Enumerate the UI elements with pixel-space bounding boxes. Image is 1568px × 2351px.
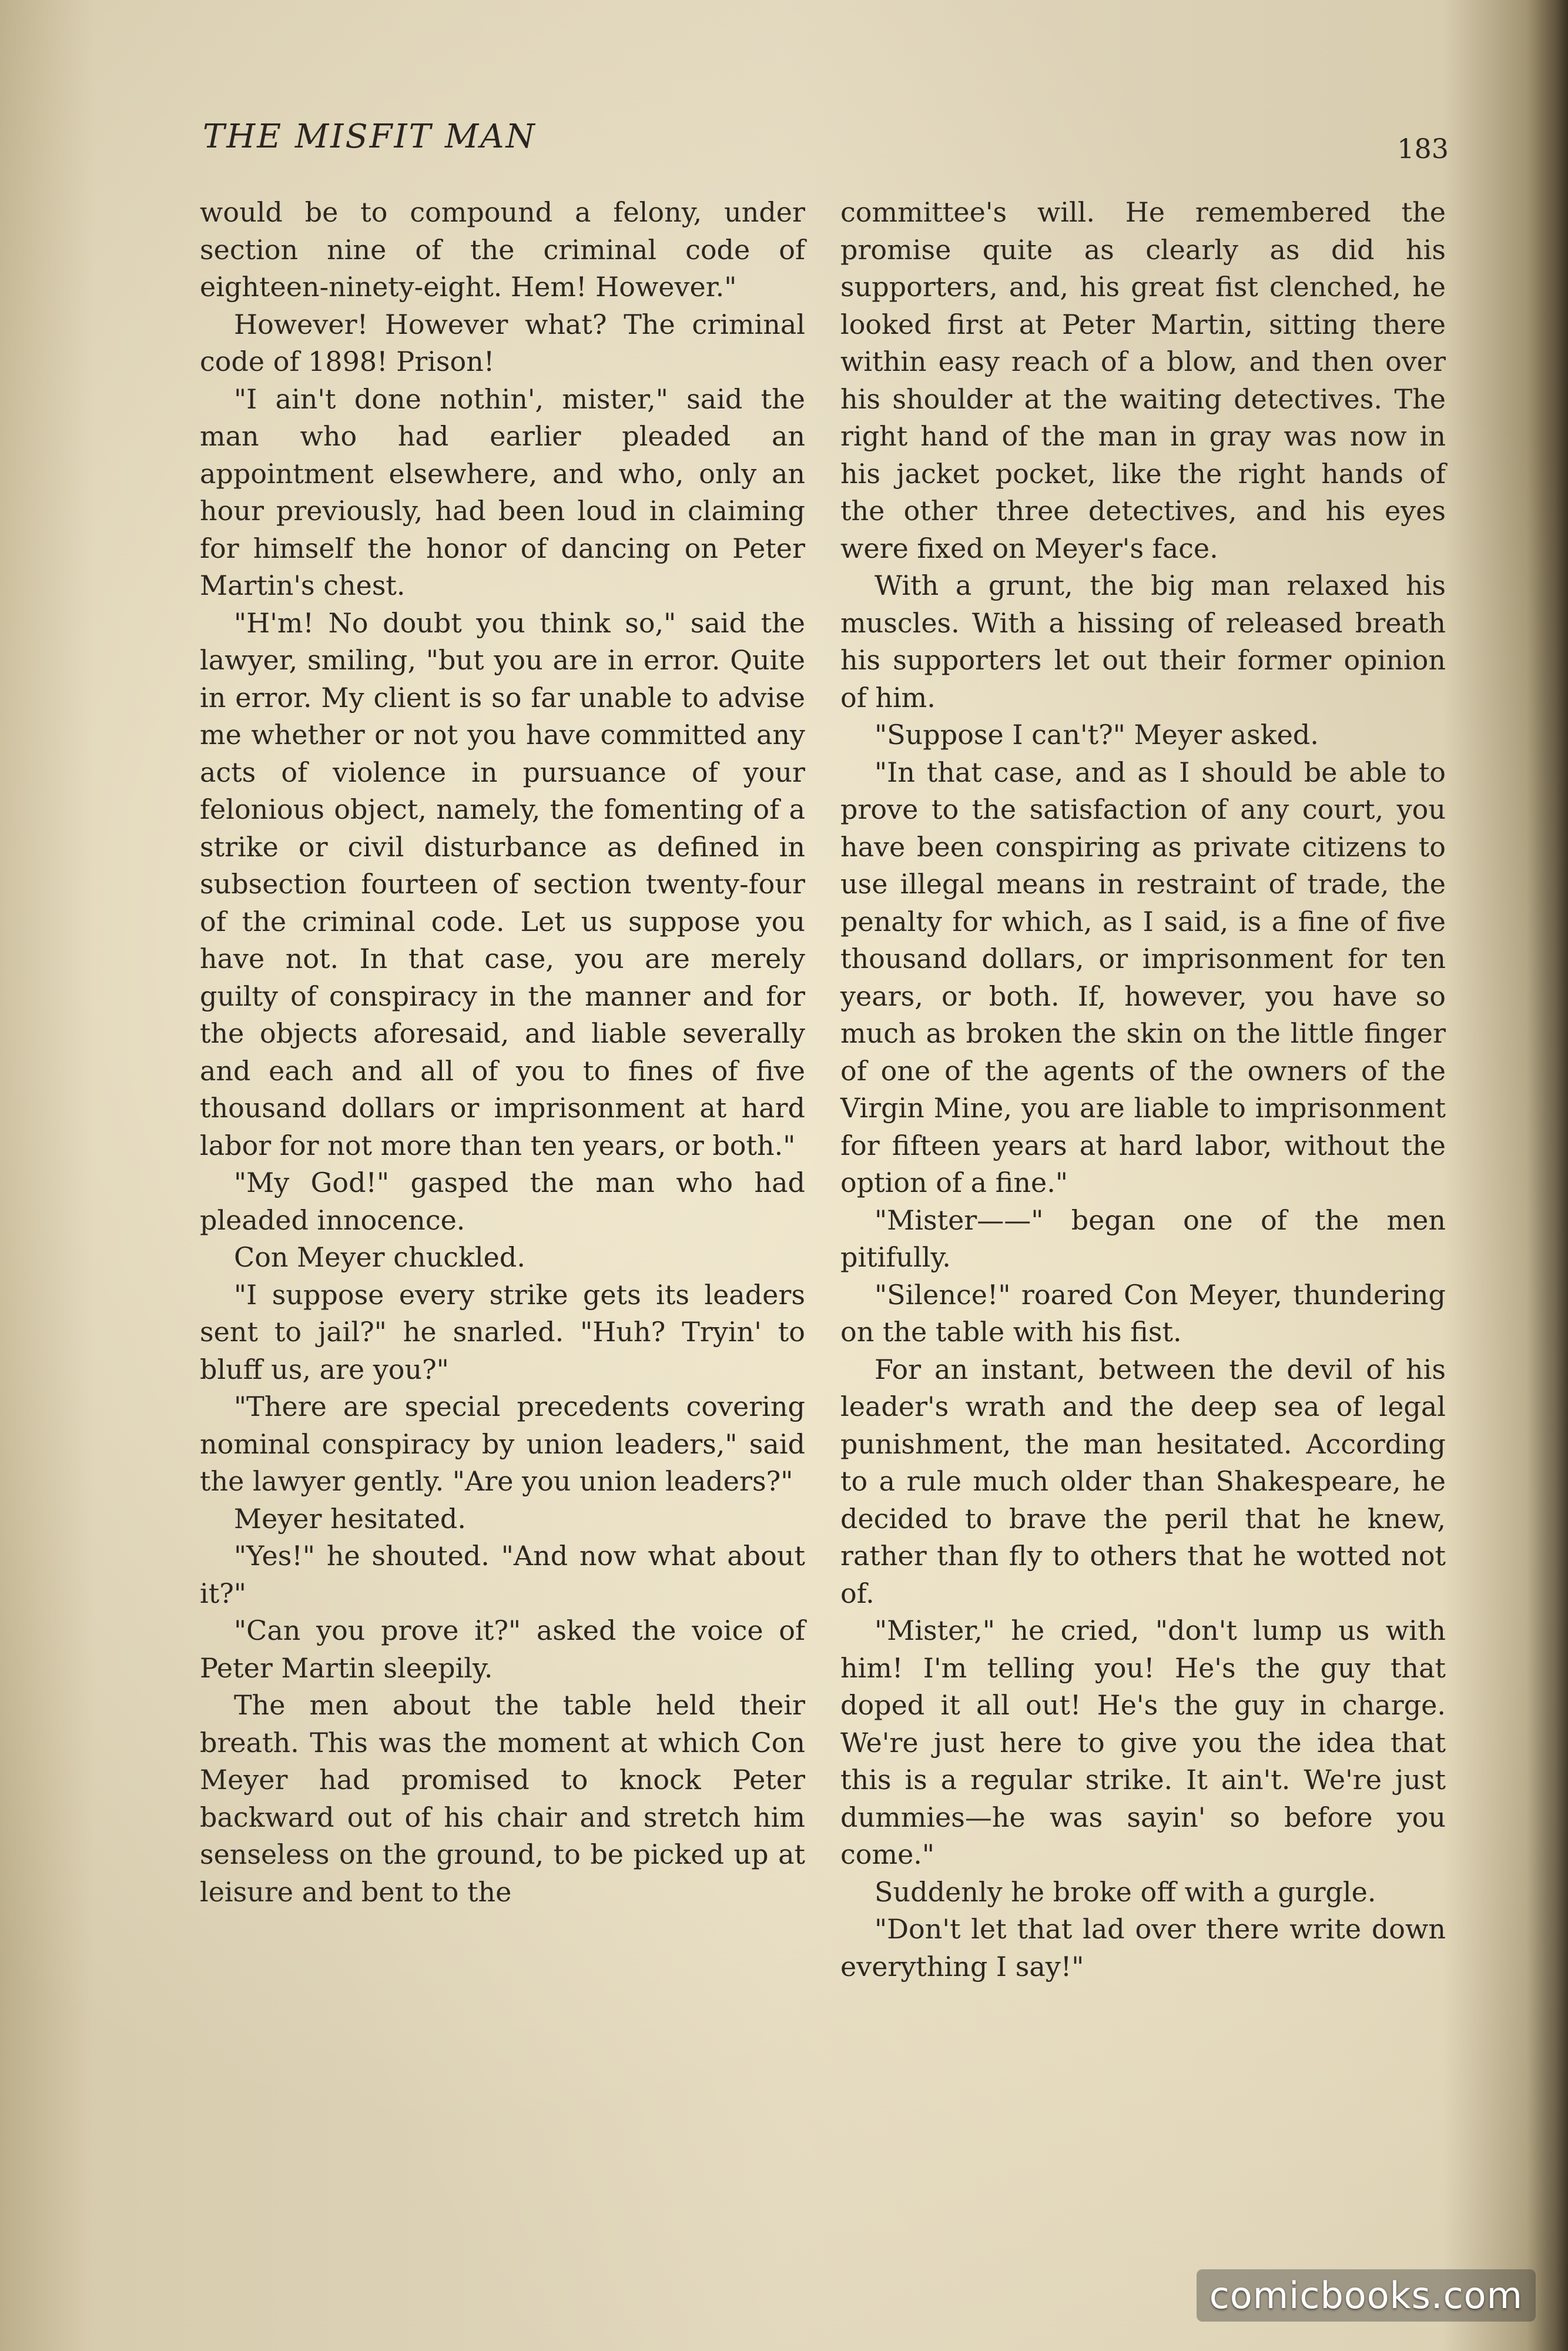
paragraph: Suddenly he broke off with a gurgle. xyxy=(875,1876,1376,1908)
paragraph: "Can you prove it?" asked the voice of Peter Martin sleepily. xyxy=(200,1615,805,1684)
paragraph: would be to compound a felony, under section nine of the criminal code of eighteen-ninety-eight. Hem! However." xyxy=(200,196,805,303)
paragraph: "Mister," he cried, "don't lump us with him! I'm telling you! He's the guy that doped it all out! He's the guy in charge. We're just here to give you the idea that this is a regular strike. It ain't. We're just dummies—he was sayin' so before you come." xyxy=(840,1615,1446,1870)
right-column xyxy=(840,194,1446,1985)
paragraph: "I suppose every strike gets its leaders sent to jail?" he snarled. "Huh? Tryin' to bluff us, are you?" xyxy=(200,1278,805,1385)
paragraph: "Don't let that lad over there write down everything I say!" xyxy=(840,1913,1446,1982)
paragraph: "Suppose I can't?" Meyer asked. xyxy=(875,719,1319,751)
paragraph: "Silence!" roared Con Meyer, thundering on the table with his fist. xyxy=(840,1278,1446,1348)
paragraph: "Mister——" began one of the men pitifully. xyxy=(840,1204,1446,1273)
watermark: comicbooks.com xyxy=(1197,2269,1536,2322)
paragraph: "Yes!" he shouted. "And now what about it?" xyxy=(200,1540,805,1609)
paragraph: For an instant, between the devil of his leader's wrath and the deep sea of legal punishment, the man hesitated. According to a rule much older than Shakespeare, he decided to brave the peril that he knew, rather than fly to others that he wotted not of. xyxy=(840,1353,1446,1609)
paragraph: "In that case, and as I should be able to prove to the satisfaction of any court, you have been conspiring as private citizens to use illegal means in restraint of trade, the penalty for which, as I said, is a fine of five thousand dollars, or imprisonment for ten years, or both. If, however, you have so much as broken the skin on the little finger of one of the agents of the owners of the Virgin Mine, you are liable to imprisonment for fifteen years at hard labor, without the option of a fine." xyxy=(840,756,1446,1198)
page-number: 183 xyxy=(1397,133,1449,165)
left-column xyxy=(200,194,805,1911)
running-title: THE MISFIT MAN xyxy=(203,118,537,156)
paragraph: With a grunt, the big man relaxed his muscles. With a hissing of released breath his supporters let out their former opinion of him. xyxy=(840,570,1446,714)
paragraph: "My God!" gasped the man who had pleaded innocence. xyxy=(200,1167,805,1236)
paragraph: "H'm! No doubt you think so," said the lawyer, smiling, "but you are in error. Quite in error. My client is so far unable to advise me whether or not you have committed any acts of violence in pursuance of your felonious object, namely, the fomenting of a strike or civil disturbance as defined in subsection fourteen of section twenty-four of the criminal code. Let us suppose you have not. In that case, you are merely guilty of conspiracy in the manner and for the objects aforesaid, and liable severally and each and all of you to fines of five thousand dollars or imprisonment at hard labor for not more than ten years, or both." xyxy=(200,607,805,1161)
paragraph: committee's will. He remembered the promise quite as clearly as did his supporters, and, his great fist clenched, he looked first at Peter Martin, sitting there within easy reach of a blow, and then over his shoulder at the waiting detectives. The right hand of the man in gray was now in his jacket pocket, like the right hands of the other three detectives, and his eyes were fixed on Meyer's face. xyxy=(840,196,1446,564)
page-header xyxy=(203,118,1449,170)
paragraph: However! However what? The criminal code of 1898! Prison! xyxy=(200,308,805,377)
spine-shadow xyxy=(1527,0,1568,2351)
paragraph: "I ain't done nothin', mister," said the man who had earlier pleaded an appointment elsewhere, and who, only an hour previously, had been loud in claiming for himself the honor of dancing on Peter Martin's chest. xyxy=(200,383,805,601)
paragraph: "There are special precedents covering nominal conspiracy by union leaders," said the lawyer gently. "Are you union leaders?" xyxy=(200,1391,805,1497)
paragraph: Meyer hesitated. xyxy=(234,1502,466,1535)
paragraph: The men about the table held their breath. This was the moment at which Con Meyer had promised to knock Peter backward out of his chair and stretch him senseless on the ground, to be picked up at leisure and bent to the xyxy=(200,1689,805,1908)
paragraph: Con Meyer chuckled. xyxy=(234,1241,525,1273)
